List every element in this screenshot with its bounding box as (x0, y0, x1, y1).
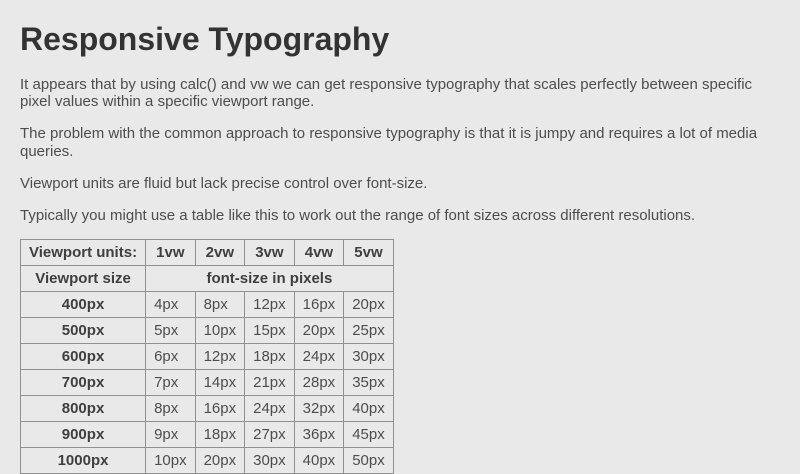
cell-value: 18px (245, 344, 295, 370)
cell-value: 20px (195, 448, 245, 474)
font-size-in-pixels-header: font-size in pixels (146, 266, 394, 292)
table-row-400px (21, 292, 394, 318)
table-row-1000px-clipped (21, 448, 394, 474)
page-title: Responsive Typography (20, 21, 390, 57)
row-header: 600px (21, 344, 146, 370)
cell-value: 40px (294, 448, 344, 474)
row-header: 700px (21, 370, 146, 396)
table-row-600px (21, 344, 394, 370)
cell-value: 28px (294, 370, 344, 396)
table-row-viewport-units (21, 240, 394, 266)
intro-paragraph-4: Typically you might use a table like this to work out the range of font sizes across different resolutions. (20, 207, 696, 225)
cell-value: 8px (195, 292, 245, 318)
cell-value: 9px (146, 422, 196, 448)
cell-value: 30px (245, 448, 295, 474)
table-row-900px (21, 422, 394, 448)
cell-value: 12px (245, 292, 295, 318)
col-header-1vw: 1vw (146, 240, 196, 266)
cell-value: 21px (245, 370, 295, 396)
col-header-2vw: 2vw (195, 240, 245, 266)
cell-value: 35px (344, 370, 394, 396)
intro-paragraph-3: Viewport units are fluid but lack precise control over font-size. (20, 174, 428, 192)
row-header: 1000px (21, 448, 146, 474)
cell-value: 7px (146, 370, 196, 396)
cell-value: 36px (294, 422, 344, 448)
table-row-500px (21, 318, 394, 344)
cell-value: 25px (344, 318, 394, 344)
table-row-800px (21, 396, 394, 422)
cell-value: 40px (344, 396, 394, 422)
cell-value: 24px (294, 344, 344, 370)
table-row-viewport-size (21, 266, 394, 292)
cell-value: 27px (245, 422, 295, 448)
row-header: 800px (21, 396, 146, 422)
viewport-size-header: Viewport size (21, 266, 146, 292)
cell-value: 16px (195, 396, 245, 422)
cell-value: 8px (146, 396, 196, 422)
intro-paragraph-2: The problem with the common approach to responsive typography is that it is jumpy and requires a lot of media queries. (20, 125, 758, 160)
font-size-table (20, 239, 394, 474)
cell-value: 20px (344, 292, 394, 318)
col-header-3vw: 3vw (245, 240, 295, 266)
cell-value: 18px (195, 422, 245, 448)
cell-value: 10px (195, 318, 245, 344)
row-header: 400px (21, 292, 146, 318)
cell-value: 6px (146, 344, 196, 370)
cell-value: 16px (294, 292, 344, 318)
cell-value: 24px (245, 396, 295, 422)
row-header: 900px (21, 422, 146, 448)
cell-value: 15px (245, 318, 295, 344)
cell-value: 45px (344, 422, 394, 448)
col-header-5vw: 5vw (344, 240, 394, 266)
cell-value: 10px (146, 448, 196, 474)
cell-value: 14px (195, 370, 245, 396)
cell-value: 30px (344, 344, 394, 370)
viewport-units-header: Viewport units: (21, 240, 146, 266)
cell-value: 32px (294, 396, 344, 422)
cell-value: 5px (146, 318, 196, 344)
cell-value: 20px (294, 318, 344, 344)
table-row-700px (21, 370, 394, 396)
intro-paragraph-1: It appears that by using calc() and vw we can get responsive typography that scales perfectly between specific pixel values within a specific viewport range. (20, 75, 753, 111)
cell-value: 12px (195, 344, 245, 370)
cell-value: 50px (344, 448, 394, 474)
cell-value: 4px (146, 292, 196, 318)
row-header: 500px (21, 318, 146, 344)
col-header-4vw: 4vw (294, 240, 344, 266)
